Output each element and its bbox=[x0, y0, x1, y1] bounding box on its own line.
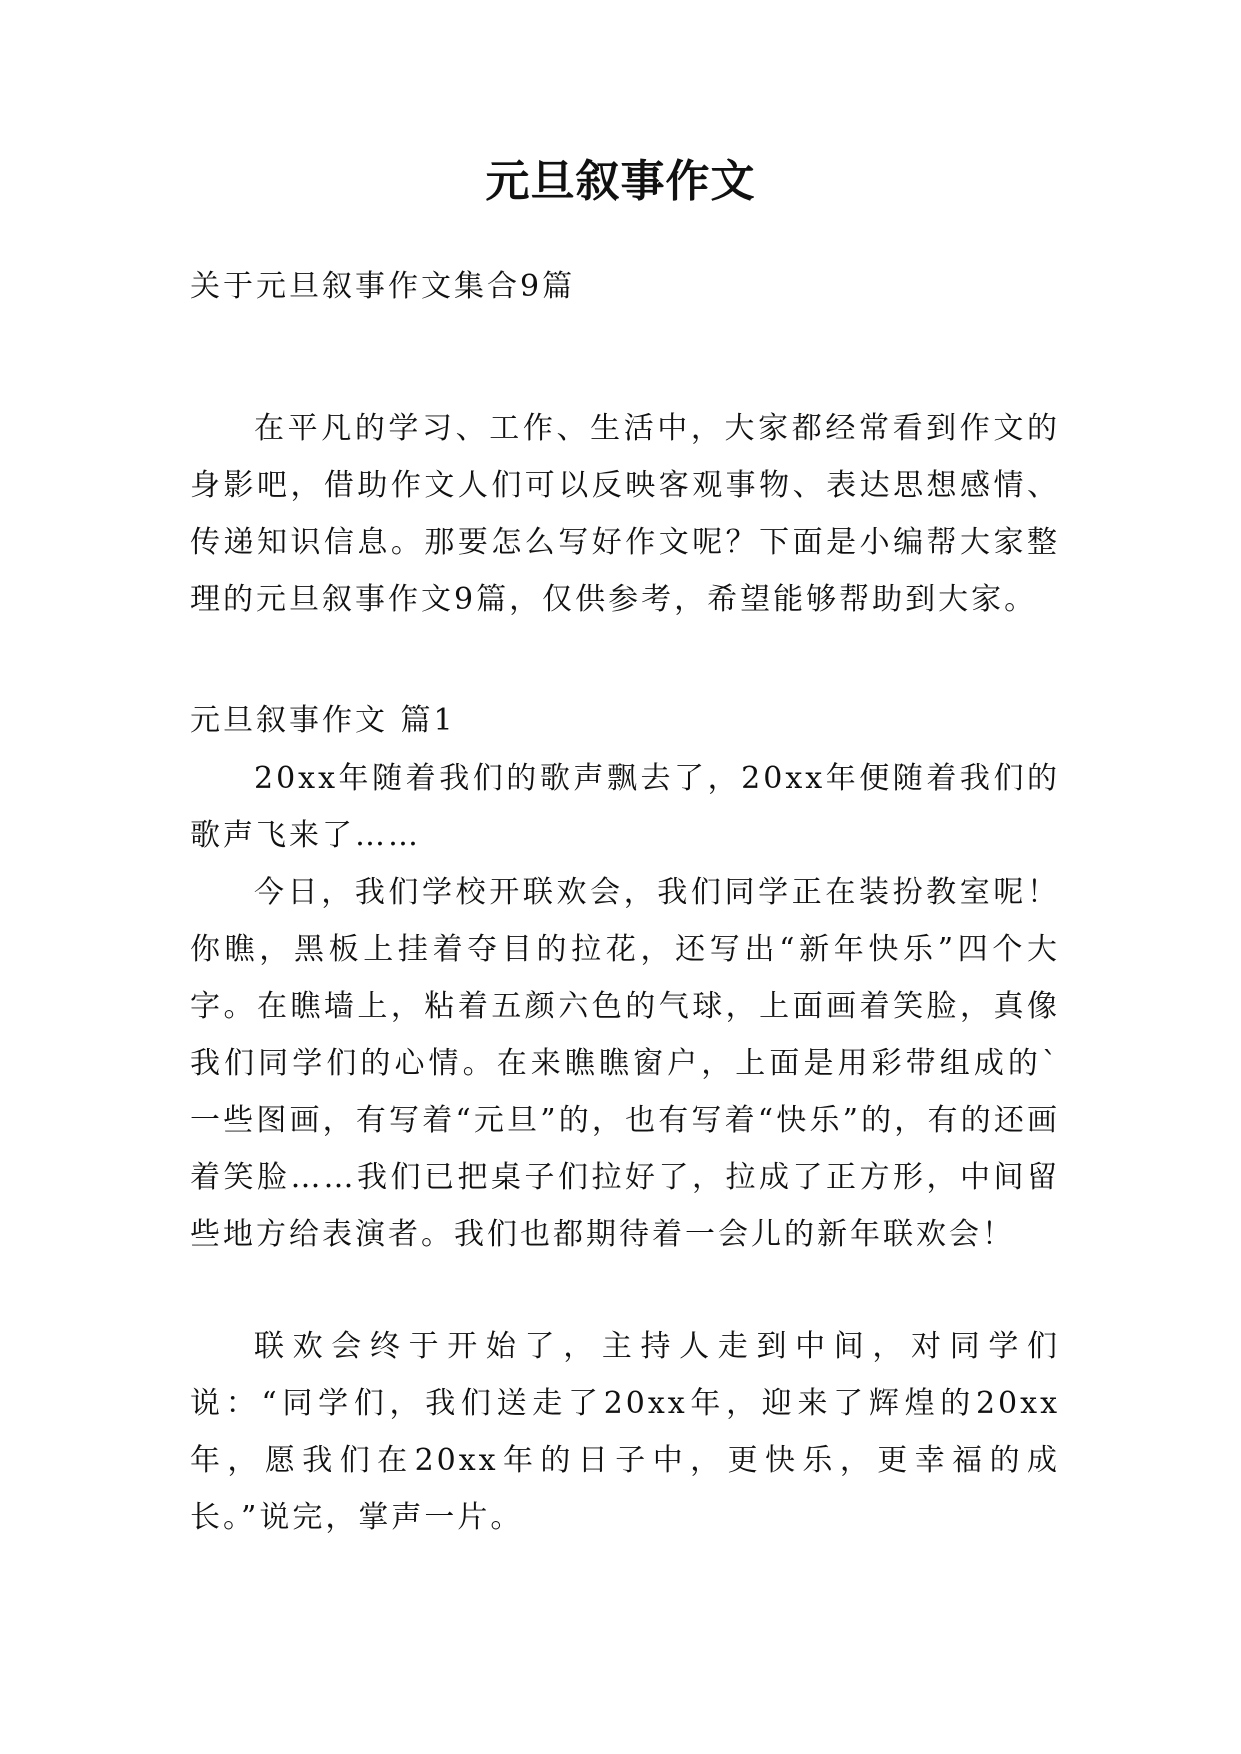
body-paragraph: 今日，我们学校开联欢会，我们同学正在装扮教室呢！你瞧，黑板上挂着夺目的拉花，还写出“新年快乐”四个大字。在瞧墙上，粘着五颜六色的气球，上面画着笑脸，真像我们同学们的心情。在来瞧瞧窗户，上面是用彩带组成的`一些图画，有写着“元旦”的，也有写着“快乐”的，有的还画着笑脸……我们已把桌子们拉好了，拉成了正方形，中间留些地方给表演者。我们也都期待着一会儿的新年联欢会！ bbox=[190, 875, 1060, 1252]
intro-paragraph: 在平凡的学习、工作、生活中，大家都经常看到作文的身影吧，借助作文人们可以反映客观事物、表达思想感情、传递知识信息。那要怎么写好作文呢？下面是小编帮大家整理的元旦叙事作文9篇，仅供参考，希望能够帮助到大家。 bbox=[190, 411, 1060, 617]
section-heading: 元旦叙事作文 篇1 bbox=[190, 703, 456, 738]
body-paragraph: 20xx年随着我们的歌声飘去了，20xx年便随着我们的歌声飞来了…… bbox=[190, 761, 1060, 853]
body-paragraph: 联欢会终于开始了，主持人走到中间，对同学们说：“同学们，我们送走了20xx年，迎来了辉煌的20xx年，愿我们在20xx年的日子中，更快乐，更幸福的成长。”说完，掌声一片。 bbox=[190, 1329, 1060, 1535]
document-title: 元旦叙事作文 bbox=[485, 156, 756, 207]
document-subtitle: 关于元旦叙事作文集合9篇 bbox=[190, 269, 576, 304]
